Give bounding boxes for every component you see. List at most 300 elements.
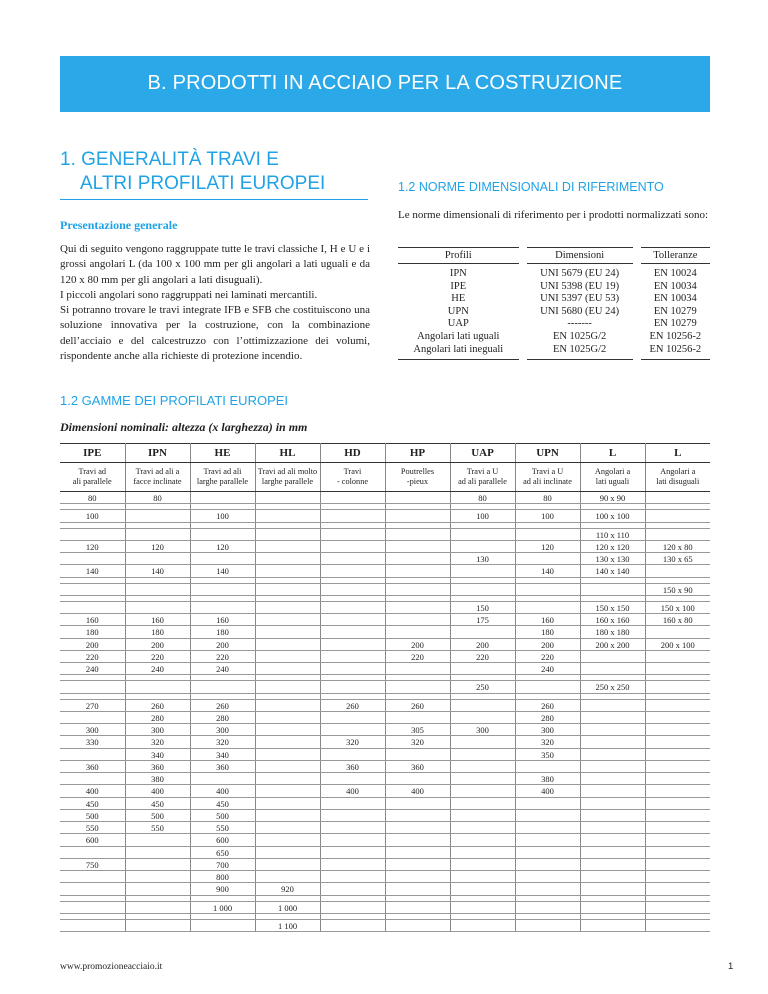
table-cell (450, 809, 515, 821)
table-cell (580, 834, 645, 846)
table-cell: 200 x 200 (580, 638, 645, 650)
table-cell: 80 (450, 492, 515, 504)
column-code: UPN (515, 444, 580, 463)
table-cell (385, 748, 450, 760)
table-row (60, 492, 710, 504)
table-cell: 200 (190, 638, 255, 650)
column-description-line1: Travi ad ali (203, 467, 242, 476)
table-cell (645, 748, 710, 760)
table-cell: 100 x 100 (580, 510, 645, 522)
table-cell (645, 681, 710, 693)
norme-profili-line: UAP (447, 318, 469, 330)
table-cell (255, 822, 320, 834)
table-cell (255, 724, 320, 736)
table-cell (190, 773, 255, 785)
column-code: L (645, 444, 710, 463)
column-description (515, 463, 580, 492)
column-code: HE (190, 444, 255, 463)
table-row (60, 785, 710, 797)
table-cell (580, 858, 645, 870)
norme-table (398, 247, 710, 360)
norme-dimensioni-line: ------- (567, 318, 592, 330)
table-cell (580, 785, 645, 797)
table-cell: 500 (60, 809, 125, 821)
table-cell (320, 773, 385, 785)
table-row (60, 565, 710, 577)
table-cell (515, 601, 580, 613)
norme-dimensioni-cell (527, 264, 633, 360)
table-cell (255, 871, 320, 883)
norme-intro-text: Le norme dimensionali di riferimento per i prodotti normalizzati sono: (398, 209, 709, 221)
table-cell: 100 (190, 510, 255, 522)
column-description (255, 463, 320, 492)
intro-paragraph: I piccoli angolari sono raggruppati nei laminati mercantili. (60, 288, 318, 301)
table-cell: 280 (515, 711, 580, 723)
table-cell: 200 (60, 638, 125, 650)
table-cell (645, 510, 710, 522)
column-description (580, 463, 645, 492)
table-cell: 180 (515, 626, 580, 638)
table-cell (450, 748, 515, 760)
table-cell (645, 626, 710, 638)
table-cell: 270 (60, 699, 125, 711)
table-cell (320, 553, 385, 565)
norme-tolleranze-line: EN 10256-2 (649, 330, 702, 342)
table-cell (125, 846, 190, 858)
table-cell (320, 650, 385, 662)
table-cell (385, 540, 450, 552)
table-cell (320, 724, 385, 736)
table-cell (190, 528, 255, 540)
table-cell (450, 797, 515, 809)
norme-tolleranze-line: EN 10034 (653, 280, 697, 292)
table-cell: 550 (125, 822, 190, 834)
norme-profili-line: UPN (447, 305, 469, 317)
table-cell: 240 (125, 663, 190, 675)
table-cell (515, 553, 580, 565)
table-cell: 240 (60, 663, 125, 675)
table-cell: 120 (125, 540, 190, 552)
table-cell (645, 724, 710, 736)
table-cell (580, 822, 645, 834)
table-cell (515, 822, 580, 834)
table-cell (645, 711, 710, 723)
table-cell (450, 626, 515, 638)
table-cell (450, 901, 515, 913)
table-cell: 100 (515, 510, 580, 522)
norme-tolleranze-line: EN 10279 (653, 305, 697, 317)
table-cell (580, 663, 645, 675)
table-cell: 150 x 90 (645, 583, 710, 595)
table-row (60, 626, 710, 638)
table-cell (385, 614, 450, 626)
table-cell: 350 (515, 748, 580, 760)
gamme-desc-row (60, 463, 710, 492)
column-description-line2: ad ali parallele (458, 477, 507, 486)
table-cell: 320 (125, 736, 190, 748)
section3-title: 1.2 GAMME DEI PROFILATI EUROPEI (60, 393, 289, 408)
table-cell (645, 565, 710, 577)
table-cell (580, 736, 645, 748)
table-cell: 280 (125, 711, 190, 723)
norme-profili-line: IPE (450, 280, 467, 292)
table-cell (645, 809, 710, 821)
table-cell (320, 492, 385, 504)
table-cell: 360 (385, 760, 450, 772)
table-cell (385, 510, 450, 522)
table-row (60, 540, 710, 552)
column-code: L (580, 444, 645, 463)
table-cell (645, 883, 710, 895)
column-description-line1: Angolari a (660, 467, 696, 476)
table-cell: 300 (190, 724, 255, 736)
table-row (60, 748, 710, 760)
table-cell (125, 901, 190, 913)
table-cell (255, 711, 320, 723)
table-cell (645, 797, 710, 809)
table-cell (60, 583, 125, 595)
table-cell: 450 (60, 797, 125, 809)
table-cell (125, 871, 190, 883)
table-cell (190, 583, 255, 595)
table-cell: 500 (125, 809, 190, 821)
table-cell: 400 (515, 785, 580, 797)
table-cell (450, 834, 515, 846)
table-cell (385, 919, 450, 931)
table-cell: 130 (450, 553, 515, 565)
table-cell: 600 (190, 834, 255, 846)
table-cell (190, 601, 255, 613)
table-cell (450, 919, 515, 931)
table-cell: 200 (450, 638, 515, 650)
table-cell: 120 x 120 (580, 540, 645, 552)
banner-title: B. PRODOTTI IN ACCIAIO PER LA COSTRUZIONE (147, 72, 623, 94)
table-cell (190, 553, 255, 565)
table-cell: 180 (125, 626, 190, 638)
table-cell (450, 663, 515, 675)
table-cell (580, 650, 645, 662)
table-cell (255, 663, 320, 675)
table-cell: 250 (450, 681, 515, 693)
table-cell: 360 (125, 760, 190, 772)
table-cell: 380 (515, 773, 580, 785)
table-cell: 160 x 80 (645, 614, 710, 626)
table-cell (450, 565, 515, 577)
table-row (60, 797, 710, 809)
table-cell: 220 (125, 650, 190, 662)
table-row (60, 528, 710, 540)
norme-dimensioni-line: UNI 5397 (EU 53) (540, 293, 620, 305)
table-cell: 120 (60, 540, 125, 552)
table-cell (580, 760, 645, 772)
column-description-line1: Travi (343, 467, 362, 476)
table-cell (255, 681, 320, 693)
table-cell: 220 (385, 650, 450, 662)
table-cell (125, 858, 190, 870)
table-cell: 1 000 (190, 901, 255, 913)
table-cell (645, 834, 710, 846)
table-cell: 380 (125, 773, 190, 785)
norme-dimensioni-line: EN 1025G/2 (552, 343, 607, 355)
table-cell (60, 528, 125, 540)
table-cell (645, 901, 710, 913)
table-cell (645, 822, 710, 834)
table-cell (515, 809, 580, 821)
column-description-line2: -pieux (406, 477, 429, 486)
table-cell: 220 (515, 650, 580, 662)
table-cell (320, 638, 385, 650)
table-cell (255, 834, 320, 846)
table-cell (515, 901, 580, 913)
table-row (60, 699, 710, 711)
table-cell: 500 (190, 809, 255, 821)
table-cell (385, 846, 450, 858)
table-cell (385, 583, 450, 595)
intro-paragraph: Qui di seguito vengono raggruppate tutte le travi classiche I, H e U e i grossi angolari L (da 100 x 100 mm per gli angolari a lati uguali e da 120 x 80 mm per gli angolari a lati disuguali). (60, 243, 370, 286)
norme-tolleranze-line: EN 10034 (653, 293, 697, 305)
table-cell (385, 773, 450, 785)
table-cell (255, 492, 320, 504)
norme-profili-line: HE (451, 293, 466, 305)
table-cell: 450 (125, 797, 190, 809)
table-cell (515, 846, 580, 858)
table-cell: 920 (255, 883, 320, 895)
table-cell: 400 (60, 785, 125, 797)
table-cell (60, 846, 125, 858)
table-cell (645, 773, 710, 785)
table-cell: 120 (190, 540, 255, 552)
gamme-table (60, 443, 710, 932)
table-cell: 130 x 130 (580, 553, 645, 565)
table-cell (125, 553, 190, 565)
page-number: 1 (728, 961, 734, 972)
table-cell (320, 565, 385, 577)
column-code: HL (255, 444, 320, 463)
table-cell: 1 000 (255, 901, 320, 913)
table-cell (515, 871, 580, 883)
table-cell (60, 901, 125, 913)
column-description-line1: Angolari a (594, 467, 631, 476)
table-cell (515, 681, 580, 693)
column-description-line1: Travi ad ali a (135, 467, 180, 476)
table-cell: 260 (320, 699, 385, 711)
column-description-line1: Poutrelles (400, 467, 435, 476)
table-cell: 450 (190, 797, 255, 809)
table-cell (255, 553, 320, 565)
table-cell (385, 834, 450, 846)
column-description-line2: larghe parallele (261, 477, 314, 486)
table-cell: 180 (190, 626, 255, 638)
table-cell: 800 (190, 871, 255, 883)
column-code: UAP (450, 444, 515, 463)
table-row (60, 650, 710, 662)
table-cell (60, 601, 125, 613)
table-cell (125, 583, 190, 595)
table-cell (255, 773, 320, 785)
column-description-line2: ad ali inclinate (523, 477, 572, 486)
table-cell (255, 809, 320, 821)
column-description-line1: Travi a U (466, 467, 499, 476)
table-cell (645, 871, 710, 883)
column-code: IPN (125, 444, 190, 463)
table-cell (320, 510, 385, 522)
table-cell (645, 528, 710, 540)
norme-header-tolleranze: Tolleranze (641, 248, 710, 264)
norme-profili-line: Angolari lati uguali (417, 330, 500, 342)
dimensions-heading: Dimensioni nominali: altezza (x larghezza) in mm (60, 420, 308, 434)
table-cell: 110 x 110 (580, 528, 645, 540)
table-cell (190, 681, 255, 693)
column-description (645, 463, 710, 492)
table-cell (320, 822, 385, 834)
table-cell (60, 883, 125, 895)
table-cell: 200 x 100 (645, 638, 710, 650)
table-cell: 120 (515, 540, 580, 552)
table-row (60, 711, 710, 723)
table-cell (515, 583, 580, 595)
table-row (60, 822, 710, 834)
table-cell (385, 858, 450, 870)
table-cell: 220 (60, 650, 125, 662)
table-cell: 280 (190, 711, 255, 723)
table-cell (320, 834, 385, 846)
table-cell: 320 (190, 736, 255, 748)
table-cell (255, 638, 320, 650)
table-cell (580, 797, 645, 809)
table-cell (320, 858, 385, 870)
section1-title-line2: ALTRI PROFILATI EUROPEI (80, 173, 326, 194)
table-cell (60, 553, 125, 565)
table-cell (385, 711, 450, 723)
table-cell: 160 (60, 614, 125, 626)
table-cell (450, 699, 515, 711)
table-cell (515, 883, 580, 895)
table-cell (450, 583, 515, 595)
table-cell (385, 901, 450, 913)
norme-header-dimensioni: Dimensioni (527, 248, 633, 264)
table-cell (450, 760, 515, 772)
table-cell (450, 528, 515, 540)
table-row (60, 760, 710, 772)
table-cell: 175 (450, 614, 515, 626)
table-cell: 320 (515, 736, 580, 748)
table-cell (580, 809, 645, 821)
table-cell (125, 510, 190, 522)
table-cell (255, 614, 320, 626)
table-cell (385, 626, 450, 638)
table-cell (255, 797, 320, 809)
table-cell: 250 x 250 (580, 681, 645, 693)
table-cell: 140 (515, 565, 580, 577)
table-cell: 360 (190, 760, 255, 772)
table-cell (645, 785, 710, 797)
section2-title: 1.2 NORME DIMENSIONALI DI RIFERIMENTO (398, 180, 664, 194)
table-cell (125, 601, 190, 613)
table-cell: 260 (385, 699, 450, 711)
table-cell (255, 748, 320, 760)
table-cell: 330 (60, 736, 125, 748)
table-cell (255, 601, 320, 613)
table-cell: 160 (125, 614, 190, 626)
gamme-code-row (60, 444, 710, 463)
presentation-heading: Presentazione generale (60, 218, 178, 232)
norme-dimensioni-line: UNI 5679 (EU 24) (540, 268, 620, 279)
table-row (60, 736, 710, 748)
table-cell: 160 x 160 (580, 614, 645, 626)
table-cell (255, 699, 320, 711)
table-cell: 80 (515, 492, 580, 504)
table-cell: 140 (125, 565, 190, 577)
intro-paragraph: Si potranno trovare le travi integrate IFB e SFB che costituiscono una soluzione innovativa per la costruzione, con la combinazione dell’acciaio e del calcestruzzo con l’ottimizzazione dei volumi, rispondente anche alla richieste di protezione incendio. (60, 304, 370, 363)
table-cell: 900 (190, 883, 255, 895)
table-cell (320, 711, 385, 723)
column-description (190, 463, 255, 492)
table-cell (190, 919, 255, 931)
table-cell (385, 565, 450, 577)
table-cell (255, 528, 320, 540)
column-description-line2: ali parallele (72, 477, 112, 486)
table-cell (450, 540, 515, 552)
table-cell: 400 (125, 785, 190, 797)
table-cell: 200 (125, 638, 190, 650)
table-cell (645, 492, 710, 504)
table-cell (645, 919, 710, 931)
table-cell (580, 748, 645, 760)
table-cell (320, 846, 385, 858)
table-row (60, 601, 710, 613)
norme-dimensioni-line: UNI 5680 (EU 24) (540, 305, 620, 317)
table-cell: 100 (60, 510, 125, 522)
table-cell (645, 736, 710, 748)
table-row (60, 883, 710, 895)
table-cell (450, 736, 515, 748)
table-cell (645, 846, 710, 858)
table-cell: 400 (190, 785, 255, 797)
table-row (60, 614, 710, 626)
table-cell (450, 822, 515, 834)
table-cell (320, 626, 385, 638)
table-row (60, 858, 710, 870)
table-cell: 1 100 (255, 919, 320, 931)
table-row (60, 773, 710, 785)
table-cell (580, 699, 645, 711)
table-cell (450, 785, 515, 797)
table-cell: 200 (385, 638, 450, 650)
column-description (320, 463, 385, 492)
table-cell (60, 748, 125, 760)
table-cell: 140 (190, 565, 255, 577)
table-cell (190, 492, 255, 504)
table-cell: 160 (190, 614, 255, 626)
column-description (60, 463, 125, 492)
column-code: IPE (60, 444, 125, 463)
table-cell: 300 (450, 724, 515, 736)
table-cell (60, 919, 125, 931)
table-cell (320, 601, 385, 613)
table-cell (385, 528, 450, 540)
table-cell (645, 760, 710, 772)
table-cell (320, 797, 385, 809)
table-cell (385, 822, 450, 834)
norme-header-profili: Profili (398, 248, 519, 264)
table-row (60, 663, 710, 675)
table-cell (580, 846, 645, 858)
table-cell (320, 681, 385, 693)
table-cell (125, 834, 190, 846)
table-cell: 240 (190, 663, 255, 675)
table-cell: 305 (385, 724, 450, 736)
table-cell (385, 871, 450, 883)
